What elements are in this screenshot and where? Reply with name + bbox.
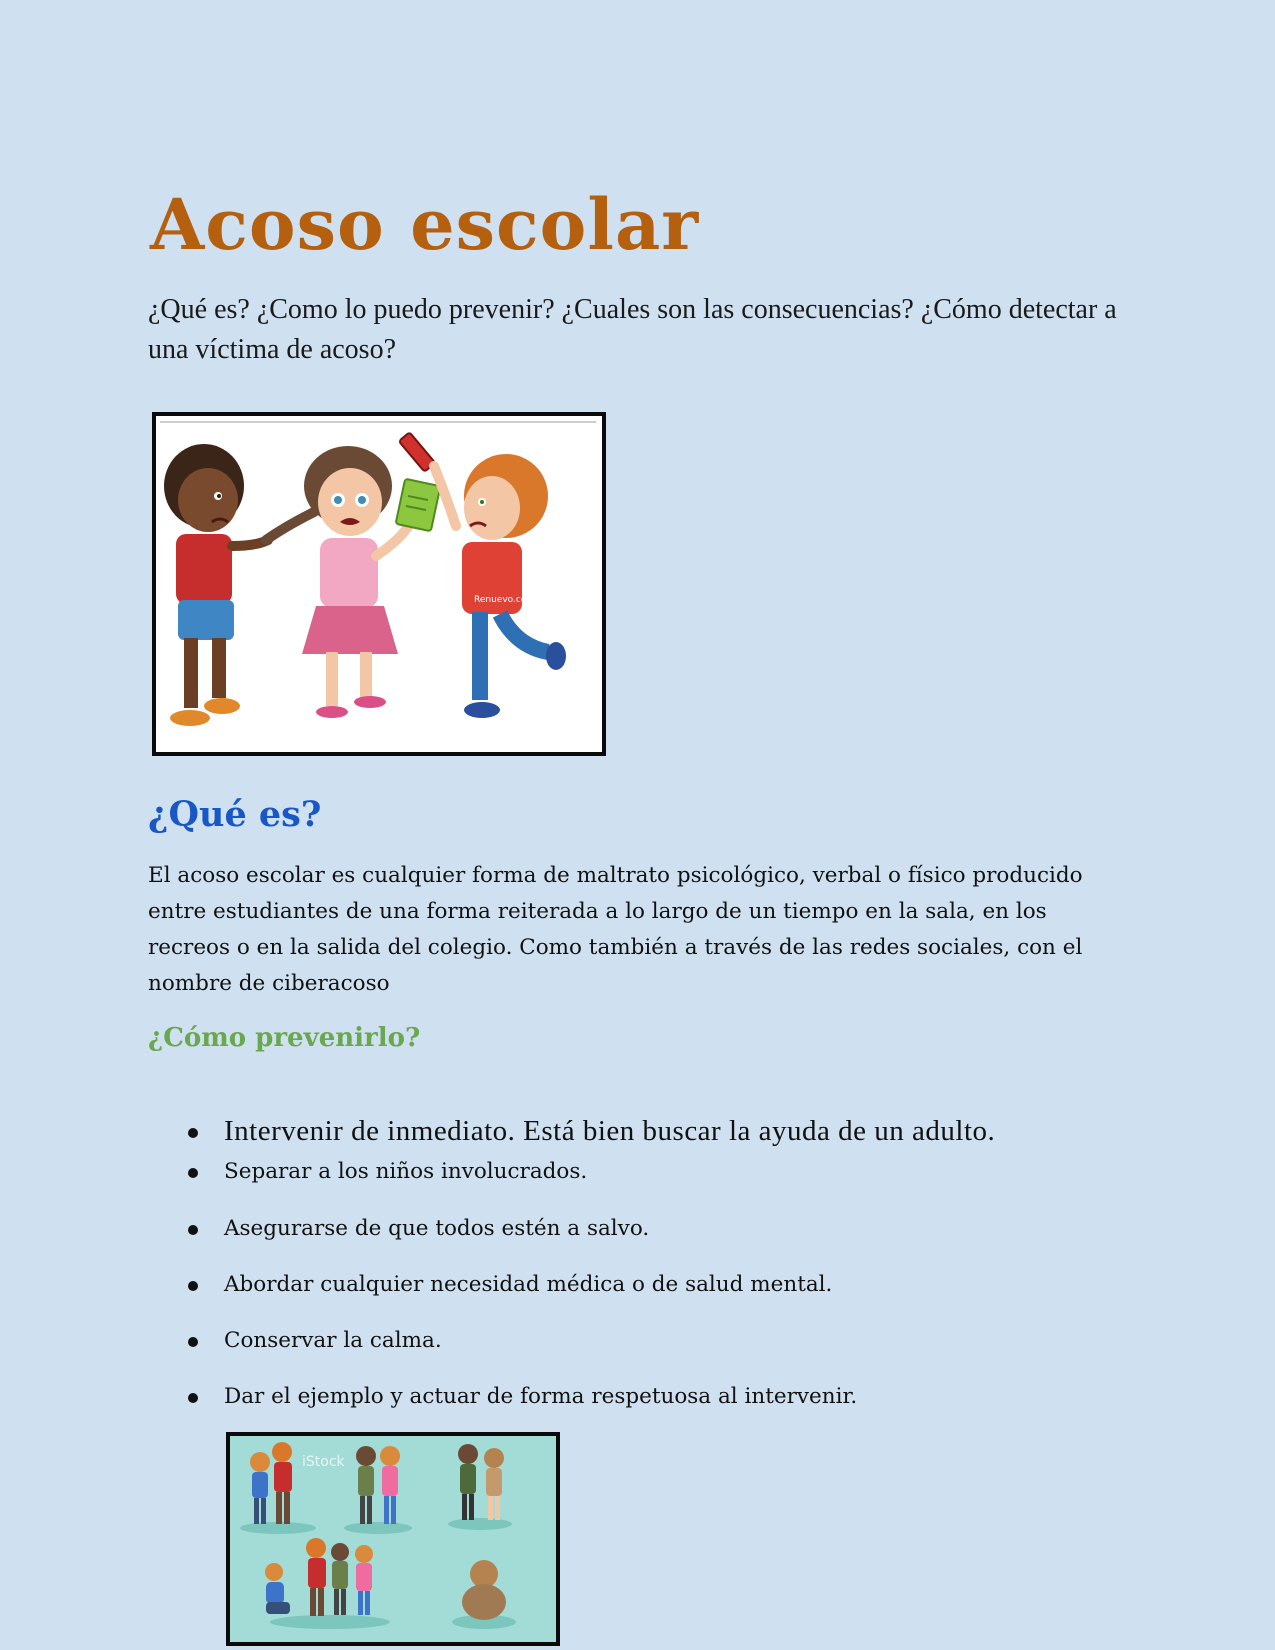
- bullying-illustration-image: [152, 412, 606, 756]
- section-heading-what: ¿Qué es?: [148, 794, 322, 835]
- section-paragraph-what: El acoso escolar es cualquier forma de maltrato psicológico, verbal o físico producido entre estudiantes de una forma reiterada a lo largo de un tiempo en la sala, en los recreos o en la salida del colegio. Como también a través de las redes sociales, con el nombre de ciberacoso: [148, 863, 1083, 996]
- list-item-text: Conservar la calma.: [224, 1328, 442, 1353]
- bullet-icon: [188, 1281, 198, 1291]
- bullet-icon: [188, 1393, 198, 1403]
- list-item-text: Intervenir de inmediato. Está bien buscar la ayuda de un adulto.: [224, 1115, 996, 1147]
- list-item-text: Separar a los niños involucrados.: [224, 1159, 588, 1184]
- children-groups-image: [226, 1432, 560, 1646]
- bullet-icon: [188, 1168, 198, 1178]
- bullet-icon: [188, 1128, 198, 1138]
- document-subtitle: ¿Qué es? ¿Como lo puedo prevenir? ¿Cuales son las consecuencias? ¿Cómo detectar a una víctima de acoso?: [148, 294, 1117, 365]
- list-item-text: Asegurarse de que todos estén a salvo.: [224, 1216, 650, 1241]
- children-groups-illustration-icon: [230, 1436, 556, 1642]
- illustration-1-watermark: Renuevo.com: [474, 595, 536, 605]
- list-item-text: Abordar cualquier necesidad médica o de salud mental.: [224, 1272, 833, 1297]
- section-heading-prevent: ¿Cómo prevenirlo?: [148, 1023, 421, 1053]
- children-bullying-illustration-icon: [156, 416, 602, 752]
- illustration-2-watermark: iStock: [302, 1454, 345, 1470]
- bullet-icon: [188, 1225, 198, 1235]
- document-title: Acoso escolar: [150, 183, 700, 266]
- list-item-text: Dar el ejemplo y actuar de forma respetuosa al intervenir.: [224, 1384, 858, 1409]
- bullet-icon: [188, 1337, 198, 1347]
